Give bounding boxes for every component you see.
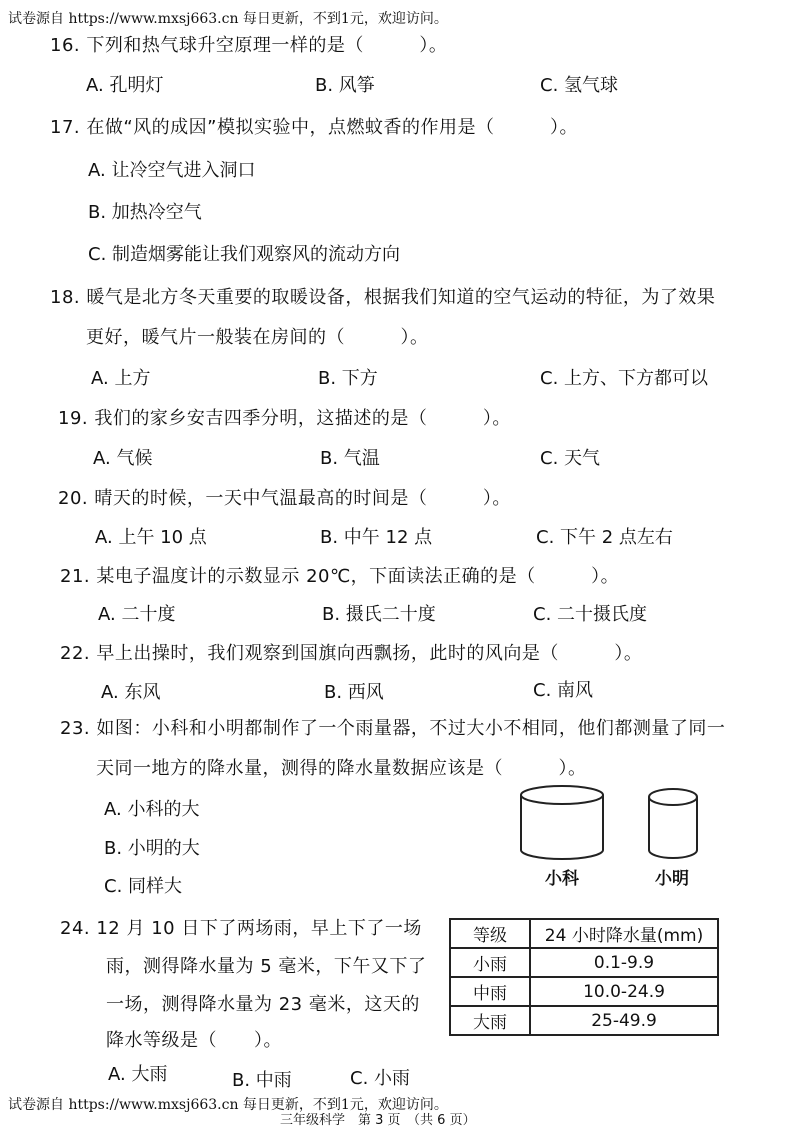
q24-option-c: C. 小雨: [350, 1068, 411, 1089]
table-row: [450, 1006, 718, 1035]
q22-option-a: A. 东风: [101, 682, 161, 703]
q19-option-c: C. 天气: [540, 448, 601, 469]
table-cell-grade: 小雨: [450, 948, 530, 977]
question-17: 17. 在做“风的成因”模拟实验中，点燃蚊香的作用是（ ）。: [50, 117, 578, 138]
q16-option-b: B. 风筝: [315, 75, 375, 96]
gauge-label-xiaoming: 小明: [655, 869, 689, 889]
page-footer: 三年级科学 第 3 页 （共 6 页）: [280, 1113, 476, 1128]
q18-option-b: B. 下方: [318, 368, 378, 389]
question-18-line2: 更好，暖气片一般装在房间的（ ）。: [86, 327, 429, 348]
q20-option-a: A. 上午 10 点: [95, 527, 207, 548]
question-19: 19. 我们的家乡安吉四季分明，这描述的是（ ）。: [58, 408, 511, 429]
q16-option-a: A. 孔明灯: [86, 75, 164, 96]
q20-option-b: B. 中午 12 点: [320, 527, 433, 548]
q21-option-a: A. 二十度: [98, 604, 176, 625]
q19-option-a: A. 气候: [93, 448, 153, 469]
gauge-label-xiaoke: 小科: [545, 869, 579, 889]
question-24-line4: 降水等级是（ ）。: [106, 1030, 282, 1051]
q22-option-c: C. 南风: [533, 680, 594, 701]
question-24-line3: 一场，测得降水量为 23 毫米，这天的: [106, 994, 420, 1015]
q17-option-b: B. 加热冷空气: [88, 202, 202, 223]
large-rain-gauge: [521, 786, 603, 859]
q24-option-a: A. 大雨: [108, 1064, 168, 1085]
small-rain-gauge: [649, 789, 697, 858]
question-24-line2: 雨，测得降水量为 5 毫米，下午又下了: [106, 956, 427, 977]
table-row: [450, 948, 718, 977]
q17-option-c: C. 制造烟雾能让我们观察风的流动方向: [88, 244, 401, 265]
q17-option-a: A. 让冷空气进入洞口: [88, 160, 256, 181]
table-header-rainfall: 24 小时降水量(mm): [530, 919, 718, 948]
question-24-line1: 24. 12 月 10 日下了两场雨，早上下了一场: [60, 918, 422, 939]
q23-option-c: C. 同样大: [104, 876, 183, 897]
question-18-line1: 18. 暖气是北方冬天重要的取暖设备，根据我们知道的空气运动的特征，为了效果: [50, 287, 716, 308]
q23-option-b: B. 小明的大: [104, 838, 200, 859]
table-cell-rainfall: 0.1-9.9: [530, 948, 718, 977]
q19-option-b: B. 气温: [320, 448, 380, 469]
question-23-line1: 23. 如图：小科和小明都制作了一个雨量器，不过大小不相同，他们都测量了同一: [60, 718, 726, 739]
q21-option-c: C. 二十摄氏度: [533, 604, 648, 625]
rain-gauge-illustration: [515, 780, 715, 870]
q16-option-c: C. 氢气球: [540, 75, 619, 96]
q22-option-b: B. 西风: [324, 682, 384, 703]
watermark-bottom: 试卷源自 https://www.mxsj663.cn 每日更新，不到1元，欢迎访问。: [8, 1097, 448, 1113]
q21-option-b: B. 摄氏二十度: [322, 604, 436, 625]
question-23-line2: 天同一地方的降水量，测得的降水量数据应该是（ ）。: [96, 758, 587, 779]
watermark-top: 试卷源自 https://www.mxsj663.cn 每日更新，不到1元，欢迎访问。: [8, 11, 448, 27]
table-cell-grade: 中雨: [450, 977, 530, 1006]
table-row: [450, 977, 718, 1006]
table-header-row: [450, 919, 718, 948]
question-22: 22. 早上出操时，我们观察到国旗向西飘扬，此时的风向是（ ）。: [60, 643, 643, 664]
table-cell-rainfall: 25-49.9: [530, 1006, 718, 1035]
table-cell-rainfall: 10.0-24.9: [530, 977, 718, 1006]
table-header-grade: 等级: [450, 919, 530, 948]
q23-option-a: A. 小科的大: [104, 799, 200, 820]
table-cell-grade: 大雨: [450, 1006, 530, 1035]
rain-grade-table: [449, 918, 719, 1036]
question-20: 20. 晴天的时候，一天中气温最高的时间是（ ）。: [58, 488, 511, 509]
question-16: 16. 下列和热气球升空原理一样的是（ ）。: [50, 35, 448, 56]
q18-option-a: A. 上方: [91, 368, 151, 389]
q18-option-c: C. 上方、下方都可以: [540, 368, 709, 389]
q20-option-c: C. 下午 2 点左右: [536, 527, 673, 548]
question-21: 21. 某电子温度计的示数显示 20℃，下面读法正确的是（ ）。: [60, 566, 620, 587]
q24-option-b: B. 中雨: [232, 1070, 292, 1091]
